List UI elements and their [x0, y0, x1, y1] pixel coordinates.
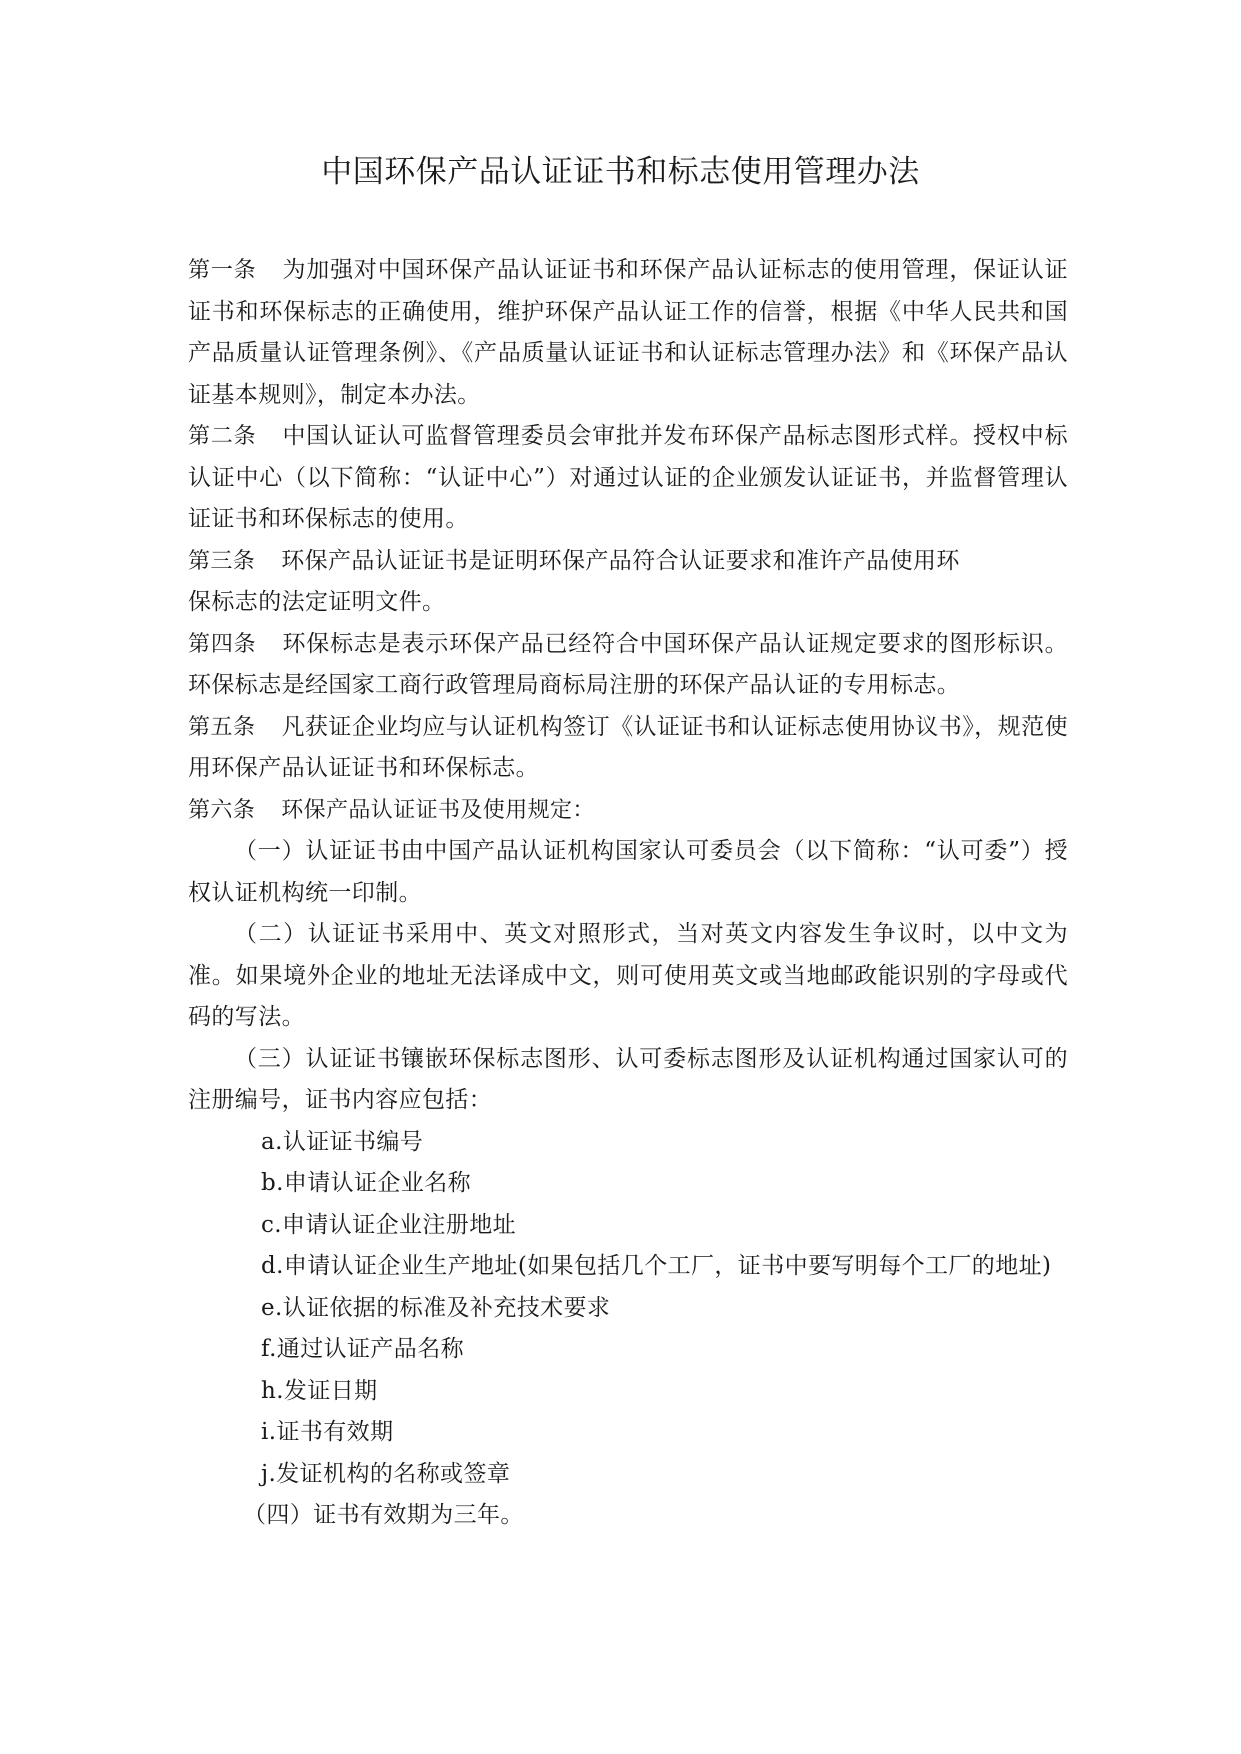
- article-3: [188, 541, 1068, 624]
- article-text-line-2: 保标志的法定证明文件。: [188, 589, 446, 615]
- article-label: 第三条: [188, 548, 256, 574]
- article-5: [188, 707, 1068, 790]
- list-item: h.发证日期: [261, 1377, 378, 1404]
- list-item: e.认证依据的标准及补充技术要求: [261, 1294, 611, 1321]
- article-label: 第二条: [188, 424, 257, 449]
- clause-3: （三）认证证书镶嵌环保标志图形、认可委标志图形及认证机构通过国家认可的注册编号，证书内容应包括：: [188, 1045, 1068, 1113]
- clause-2: （二）认证证书采用中、英文对照形式，当对英文内容发生争议时，以中文为准。如果境外企业的地址无法译成中文，则可使用英文或当地邮政能识别的字母或代码的写法。: [188, 921, 1068, 1030]
- list-item: j.发证机构的名称或签章: [261, 1460, 511, 1487]
- article-text: 中国认证认可监督管理委员会审批并发布环保产品标志图形式样。授权中标认证中心（以下简称：“认证中心”）对通过认证的企业颁发认证证书，并监督管理认证证书和环保标志的使用。: [188, 423, 1068, 532]
- list-item: i.证书有效期: [261, 1419, 394, 1445]
- article-text: 环保标志是表示环保产品已经符合中国环保产品认证规定要求的图形标识。环保标志是经国家工商行政管理局商标局注册的环保产品认证的专用标志。: [188, 630, 1068, 698]
- list-item: a.认证证书编号: [261, 1128, 424, 1155]
- list-item: b.申请认证企业名称: [261, 1170, 472, 1196]
- article-heading: 环保产品认证证书及使用规定：: [281, 797, 595, 823]
- article-text: 为加强对中国环保产品认证证书和环保产品认证标志的使用管理，保证认证证书和环保标志的正确使用，维护环保产品认证工作的信誉，根据《中华人民共和国产品质量认证管理条例》、《产品质量认证证书和认证标志管理办法》和《环保产品认证基本规则》，制定本办法。: [188, 257, 1068, 408]
- certificate-content-list: [188, 1122, 1068, 1496]
- list-item: f.通过认证产品名称: [261, 1336, 465, 1362]
- clause-4: （四）证书有效期为三年。: [243, 1502, 524, 1528]
- article-6: [188, 790, 1068, 832]
- article-4: [188, 624, 1068, 707]
- document-title: 中国环保产品认证证书和标志使用管理办法: [321, 154, 920, 190]
- article-label: 第五条: [188, 714, 256, 740]
- article-label: 第六条: [188, 797, 256, 823]
- clause-1: （一）认证证书由中国产品认证机构国家认可委员会（以下简称：“认可委”）授权认证机构统一印制。: [188, 838, 1068, 906]
- article-label: 第一条: [188, 258, 257, 283]
- article-2: [188, 416, 1068, 541]
- article-1: [188, 250, 1068, 416]
- article-label: 第四条: [188, 631, 257, 657]
- list-item: c.申请认证企业注册地址: [261, 1211, 516, 1238]
- article-text: 凡获证企业均应与认证机构签订《认证证书和认证标志使用协议书》，规范使用环保产品认证证书和环保标志。: [188, 713, 1069, 781]
- article-text-line-1: 环保产品认证证书是证明环保产品符合认证要求和准许产品使用环: [281, 547, 960, 574]
- list-item: d.申请认证企业生产地址(如果包括几个工厂，证书中要写明每个工厂的地址): [261, 1253, 1052, 1279]
- document-body: [188, 250, 1068, 1537]
